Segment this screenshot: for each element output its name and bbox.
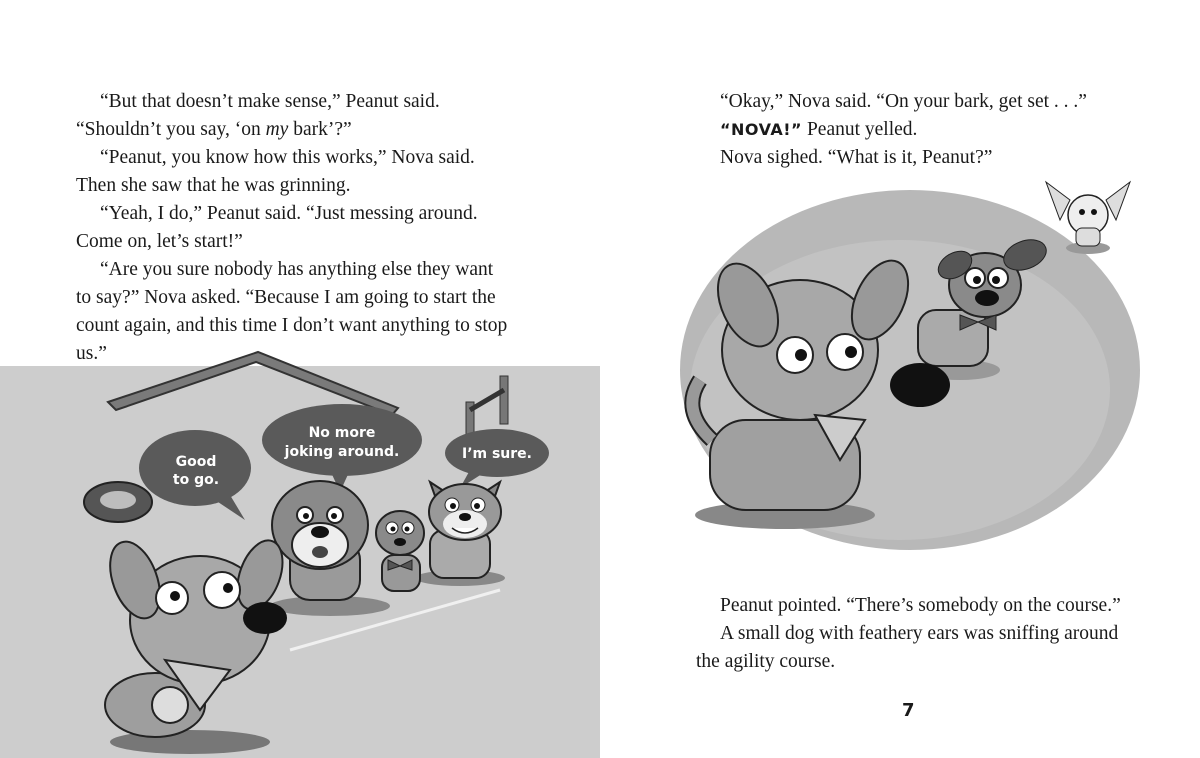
right-bottom-text <box>696 592 1128 676</box>
paragraph-1: “But that doesn’t make sense,” Peanut said. “Shouldn’t you say, ‘on my bark’?” <box>76 91 440 140</box>
paragraph-3: “Yeah, I do,” Peanut said. “Just messing around. Come on, let’s start!” <box>76 203 478 252</box>
right-page <box>600 0 1200 758</box>
right-paragraph-1: Peanut pointed. “There’s somebody on the course.” <box>720 595 1121 616</box>
bubble-good-line1: Good <box>175 454 217 470</box>
right-line-3: Nova sighed. “What is it, Peanut?” <box>720 147 993 168</box>
right-top-text <box>720 88 1120 172</box>
bubble-sure: I’m sure. <box>461 446 533 462</box>
right-paragraph-2: A small dog with feathery ears was sniffing around the agility course. <box>696 623 1119 672</box>
shout-nova: “NOVA!” <box>720 120 803 139</box>
paragraph-2: “Peanut, you know how this works,” Nova said. Then she saw that he was grinning. <box>76 147 475 196</box>
bubble-joking-line1: No more <box>308 425 376 441</box>
paragraph-4: “Are you sure nobody has anything else they want to say?” Nova asked. “Because I am going to start the count again, and this time I don’t want anything to stop us.” <box>76 259 508 364</box>
right-line-1: “Okay,” Nova said. “On your bark, get set . . .” <box>720 91 1087 112</box>
bubble-joking-line2: joking around. <box>284 444 400 460</box>
right-line-2: “NOVA!” Peanut yelled. <box>720 119 918 140</box>
bubble-good-line2: to go. <box>172 472 220 488</box>
husky-dog <box>429 482 501 578</box>
page-number: 7 <box>902 700 915 721</box>
left-text-block <box>76 88 508 368</box>
right-illustration <box>600 170 1200 590</box>
